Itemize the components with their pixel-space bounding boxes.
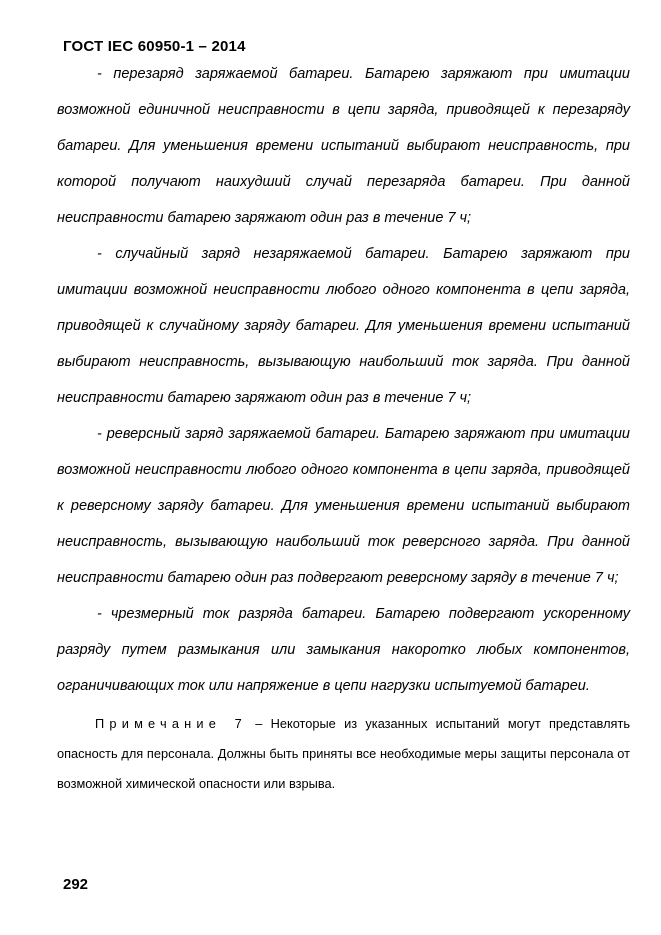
- page-number: 292: [63, 876, 89, 893]
- note-label: Примечание 7: [95, 716, 247, 731]
- paragraph-accidental-charge: - случайный заряд незаряжаемой батареи. Батарею заряжают при имитации возможной неисправности любого одного компонента в цепи заряда, приводящей к случайному заряду батареи. Для уменьшения времени испытаний выбирают неисправность, вызывающую наибольший ток заряда. При данной неисправности батарею заряжают один раз в течение 7 ч;: [57, 246, 630, 406]
- note-7: [57, 709, 630, 799]
- document-body: [57, 56, 630, 799]
- paragraph-reverse-charge: - реверсный заряд заряжаемой батареи. Батарею заряжают при имитации возможной неисправности любого одного компонента в цепи заряда, приводящей к реверсному заряду батареи. Для уменьшения времени испытаний выбирают неисправность, вызывающую наибольший ток реверсного заряда. При данной неисправности батарею один раз подвергают реверсному заряду в течение 7 ч;: [57, 426, 630, 586]
- paragraph-overcharge: - перезаряд заряжаемой батареи. Батарею заряжают при имитации возможной единичной неисправности в цепи заряда, приводящей к перезаряду батареи. Для уменьшения времени испытаний выбирают неисправность, при которой получают наихудший случай перезаряда батареи. При данной неисправности батарею заряжают один раз в течение 7 ч;: [57, 66, 630, 226]
- document-header: ГОСТ IEC 60950-1 – 2014: [63, 38, 246, 55]
- note-text: – Некоторые из указанных испытаний могут представлять опасность для персонала. Должны быть приняты все необходимые меры защиты персонала от возможной химической опасности или взрыва.: [57, 716, 630, 791]
- paragraph-excessive-discharge: - чрезмерный ток разряда батареи. Батарею подвергают ускоренному разряду путем размыкания или замыкания накоротко любых компонентов, ограничивающих ток или напряжение в цепи нагрузки испытуемой батареи.: [57, 606, 630, 694]
